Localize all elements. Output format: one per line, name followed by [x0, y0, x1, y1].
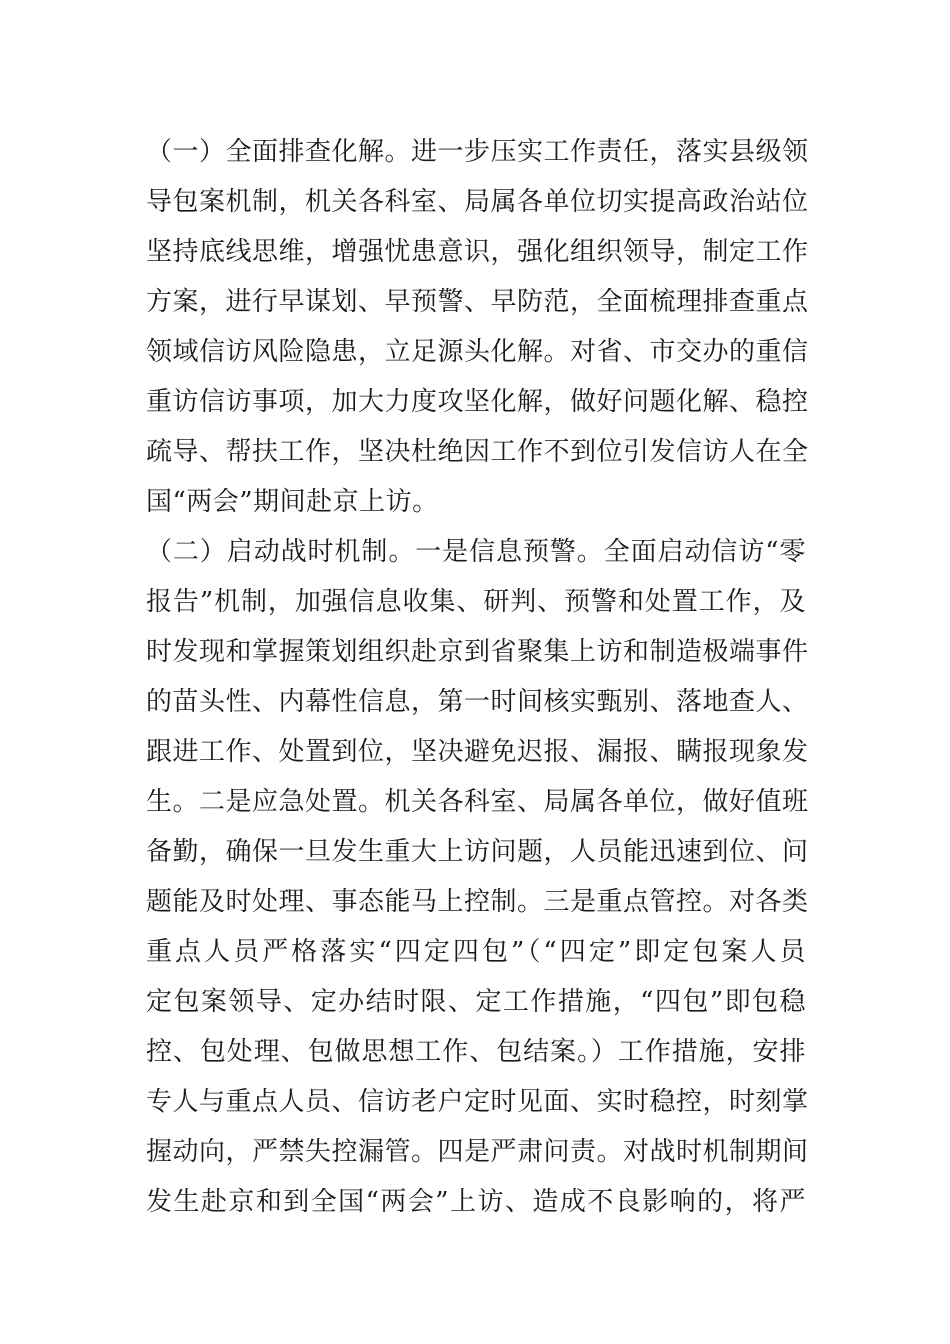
- paragraph-2-line-3: 时发现和掌握策划组织赴京到省聚集上访和制造极端事件: [146, 637, 809, 667]
- paragraph-2-line-9: 重点人员严格落实“四定四包”（“四定”即定包案人员: [146, 937, 806, 967]
- paragraph-2-line-5: 跟进工作、处置到位，坚决避免迟报、漏报、瞒报现象发: [146, 737, 809, 767]
- paragraph-2-line-8: 题能及时处理、事态能马上控制。三是重点管控。对各类: [146, 887, 809, 917]
- paragraph-2-line-13: 握动向，严禁失控漏管。四是严肃问责。对战时机制期间: [146, 1137, 809, 1167]
- paragraph-1-line-4: 方案，进行早谋划、早预警、早防范，全面梳理排查重点: [146, 287, 809, 317]
- paragraph-1-line-2: 导包案机制，机关各科室、局属各单位切实提高政治站位: [146, 187, 809, 217]
- paragraph-2-line-10: 定包案领导、定办结时限、定工作措施，“四包”即包稳: [146, 987, 806, 1017]
- paragraph-1-line-6: 重访信访事项，加大力度攻坚化解，做好问题化解、稳控: [146, 387, 809, 417]
- paragraph-1-line-3: 坚持底线思维，增强忧患意识，强化组织领导，制定工作: [146, 237, 809, 267]
- paragraph-2-line-4: 的苗头性、内幕性信息，第一时间核实甄别、落地查人、: [146, 687, 809, 717]
- paragraph-2-line-7: 备勤，确保一旦发生重大上访问题，人员能迅速到位、问: [146, 837, 809, 867]
- paragraph-2-line-1: （二）启动战时机制。一是信息预警。全面启动信访“零: [146, 537, 806, 567]
- paragraph-1-line-1: （一）全面排查化解。进一步压实工作责任，落实县级领: [146, 137, 809, 167]
- paragraph-2-line-12: 专人与重点人员、信访老户定时见面、实时稳控，时刻掌: [146, 1087, 809, 1117]
- paragraph-1-line-7: 疏导、帮扶工作，坚决杜绝因工作不到位引发信访人在全: [146, 437, 809, 467]
- paragraph-2-line-11: 控、包处理、包做思想工作、包结案。）工作措施，安排: [146, 1037, 806, 1067]
- paragraph-2-line-6: 生。二是应急处置。机关各科室、局属各单位，做好值班: [146, 787, 809, 817]
- paragraph-1-line-5: 领域信访风险隐患，立足源头化解。对省、市交办的重信: [146, 337, 809, 367]
- paragraph-1-line-8: 国“两会”期间赴京上访。: [146, 487, 439, 517]
- paragraph-2-line-2: 报告”机制，加强信息收集、研判、预警和处置工作，及: [146, 587, 806, 617]
- paragraph-2-line-14: 发生赴京和到全国“两会”上访、造成不良影响的，将严: [146, 1187, 806, 1217]
